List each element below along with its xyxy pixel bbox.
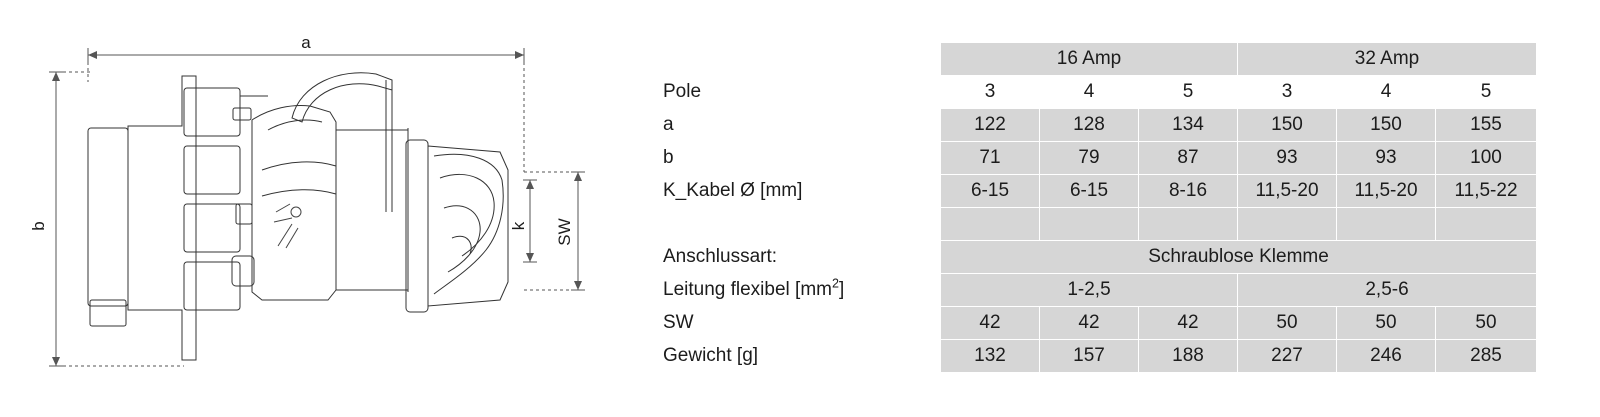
spacer-cell-1: [941, 208, 1040, 241]
cell-sw-32-5: 50: [1436, 307, 1537, 340]
cell-kabel-32-5: 11,5-22: [1436, 175, 1537, 208]
cell-kabel-16-3: 6-15: [941, 175, 1040, 208]
cell-b-16-5: 87: [1139, 142, 1238, 175]
cell-kabel-16-5: 8-16: [1139, 175, 1238, 208]
row-label-anschlussart: Anschlussart:: [649, 241, 941, 274]
table-row: [649, 340, 1537, 373]
cell-pole-16-4: 4: [1040, 76, 1139, 109]
table-row-spacer: [649, 208, 1537, 241]
cell-b-32-4: 93: [1337, 142, 1436, 175]
dimension-label-a: a: [301, 33, 311, 52]
connector-handle: [292, 73, 392, 212]
connector-rear-flange: [88, 128, 128, 326]
connector-main-housing: [252, 106, 408, 300]
product-technical-drawing: [0, 0, 640, 417]
cell-gewicht-32-3: 227: [1238, 340, 1337, 373]
dimension-a: [88, 48, 524, 172]
cell-leitung-16: 1-2,5: [941, 274, 1238, 307]
table-row: [649, 241, 1537, 274]
dimension-k: [523, 180, 537, 262]
cell-gewicht-16-4: 157: [1040, 340, 1139, 373]
cell-a-32-3: 150: [1238, 109, 1337, 142]
spacer-cell-6: [1436, 208, 1537, 241]
table-row-amp-header: [649, 43, 1537, 76]
row-label-pole: Pole: [649, 76, 941, 109]
cell-b-32-5: 100: [1436, 142, 1537, 175]
table-row: [649, 109, 1537, 142]
cell-anschlussart-value: Schraublose Klemme: [941, 241, 1537, 274]
leitung-label-pre: Leitung flexibel [mm: [663, 279, 832, 300]
amp-header-16: 16 Amp: [941, 43, 1238, 76]
cell-a-16-3: 122: [941, 109, 1040, 142]
table-row: [649, 76, 1537, 109]
cell-kabel-32-4: 11,5-20: [1337, 175, 1436, 208]
dimension-label-k: k: [509, 221, 528, 231]
amp-header-32: 32 Amp: [1238, 43, 1537, 76]
row-label-kabel: K_Kabel Ø [mm]: [649, 175, 941, 208]
connector-ribbed-sleeve: [128, 76, 268, 360]
cell-sw-16-5: 42: [1139, 307, 1238, 340]
spacer-cell-3: [1139, 208, 1238, 241]
cell-pole-32-4: 4: [1337, 76, 1436, 109]
dimension-b: [49, 72, 184, 366]
cell-b-16-4: 79: [1040, 142, 1139, 175]
cell-leitung-32: 2,5-6: [1238, 274, 1537, 307]
spacer-cell-2: [1040, 208, 1139, 241]
cell-pole-32-5: 5: [1436, 76, 1537, 109]
cell-a-16-4: 128: [1040, 109, 1139, 142]
cell-sw-32-4: 50: [1337, 307, 1436, 340]
cell-sw-16-4: 42: [1040, 307, 1139, 340]
cell-gewicht-16-3: 132: [941, 340, 1040, 373]
cell-gewicht-16-5: 188: [1139, 340, 1238, 373]
row-label-a: a: [649, 109, 941, 142]
cell-pole-16-3: 3: [941, 76, 1040, 109]
cell-gewicht-32-5: 285: [1436, 340, 1537, 373]
spacer-label: [649, 208, 941, 241]
cell-b-32-3: 93: [1238, 142, 1337, 175]
table-row: [649, 142, 1537, 175]
cell-kabel-16-4: 6-15: [1040, 175, 1139, 208]
housing-markings: [274, 204, 301, 248]
table-row: [649, 307, 1537, 340]
dimension-label-b: b: [29, 221, 48, 231]
cell-a-16-5: 134: [1139, 109, 1238, 142]
cell-a-32-4: 150: [1337, 109, 1436, 142]
cell-sw-32-3: 50: [1238, 307, 1337, 340]
spacer-cell-4: [1238, 208, 1337, 241]
spacer-cell-5: [1337, 208, 1436, 241]
dimension-label-sw: SW: [555, 218, 574, 246]
table-row: [649, 274, 1537, 307]
cell-pole-16-5: 5: [1139, 76, 1238, 109]
cell-sw-16-3: 42: [941, 307, 1040, 340]
row-label-leitung-flexibel: [649, 274, 941, 307]
connector-front-collar: [406, 140, 508, 312]
cell-pole-32-3: 3: [1238, 76, 1337, 109]
row-label-b: b: [649, 142, 941, 175]
table-row: [649, 175, 1537, 208]
specification-table: [648, 42, 1536, 373]
cell-a-32-5: 155: [1436, 109, 1537, 142]
row-label-sw: SW: [649, 307, 941, 340]
amp-header-blank: [649, 43, 941, 76]
cell-b-16-3: 71: [941, 142, 1040, 175]
cell-gewicht-32-4: 246: [1337, 340, 1436, 373]
cell-kabel-32-3: 11,5-20: [1238, 175, 1337, 208]
leitung-label-sup: 2: [831, 276, 839, 291]
row-label-gewicht: Gewicht [g]: [649, 340, 941, 373]
leitung-label-post: ]: [838, 279, 845, 300]
